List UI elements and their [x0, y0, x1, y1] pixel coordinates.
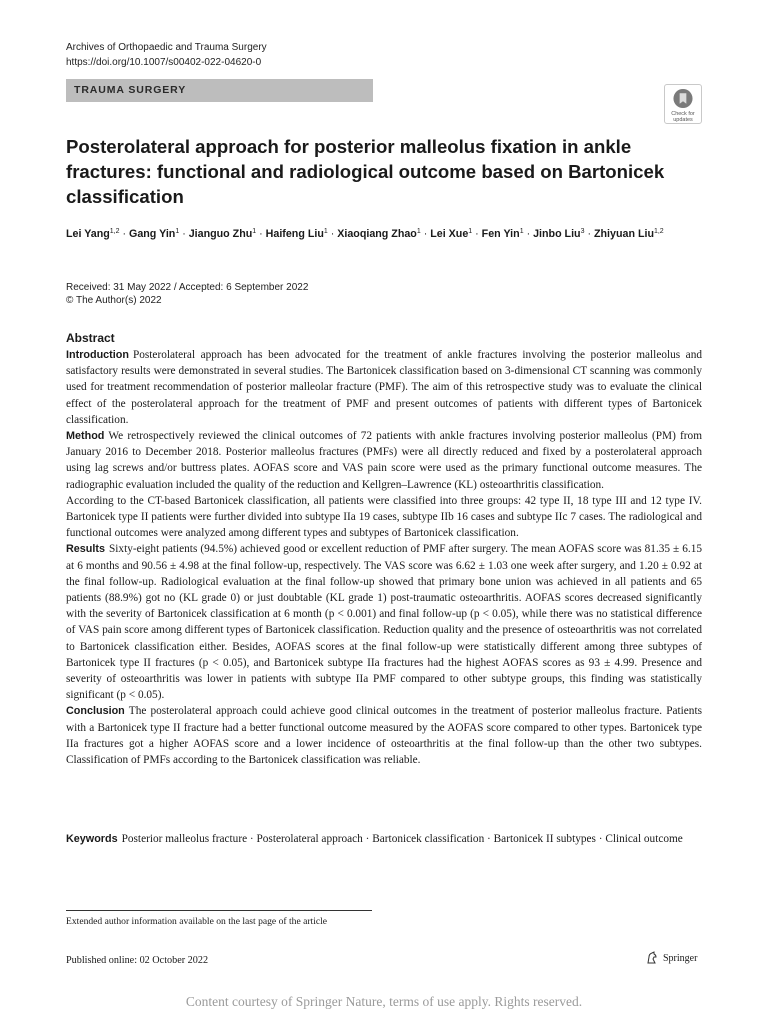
author-separator: ·: [420, 228, 431, 240]
updates-label: updates: [673, 117, 693, 123]
abstract-heading: Abstract: [66, 331, 115, 345]
copyright: © The Author(s) 2022: [66, 295, 162, 306]
author-separator: ·: [256, 228, 266, 240]
results-text: Sixty-eight patients (94.5%) achieved good or excellent reduction of PMF after surgery. The mean AOFAS score was 81.35 ± 6.15 at 6 months and 90.56 ± 4.98 at the final follow-up, respectively. The VAS score was 6.62 ± 1.03 one week after surgery, and 1.20 ± 0.92 at the final follow-up. Radiological evaluation at the final follow-up showed that primary bone union was achieved in all patients and 65 patients (88.9%) got no (KL grade 0) or just doubtable (KL grade 1) post-traumatic osteoarthritis. AOFAS scores decreased significantly with the severity of Bartonicek classification at 6 month (p < 0.001) and final follow-up (p < 0.05), while there was no statistical difference of VAS pain score among different types of Bartonicek classification. Reduction quality and the presence of osteoarthritis was not correlated to Bartonicek classification either. Besides, AOFAS scores at the final follow-up were statistically different among three subtypes of Bartonicek type II fractures (p < 0.05), and Bartonicek subtype IIa fractures had the highest AOFAS scores as 93 ± 4.99. Presence and severity of osteoarthritis was lower in patients with subtype IIa PMF compared to other subtype groups, this finding was statistically significant (p < 0.05).: [66, 543, 702, 702]
author-name: Haifeng Liu: [265, 228, 324, 240]
author-name: Zhiyuan Liu: [594, 228, 654, 240]
author-name: Jianguo Zhu: [188, 228, 253, 240]
author: [337, 228, 420, 240]
abstract-results: [66, 541, 702, 703]
journal-info: [66, 40, 267, 70]
check-for-updates-badge[interactable]: [664, 84, 702, 124]
author-name: Lei Xue: [430, 228, 469, 240]
author-affiliation: 1: [416, 228, 421, 235]
footnote: Extended author information available on the last page of the article: [66, 916, 328, 927]
introduction-label: Introduction: [66, 349, 129, 361]
author-name: Jinbo Liu: [533, 228, 581, 240]
author-separator: ·: [327, 228, 338, 240]
author-affiliation: 1: [175, 228, 180, 235]
author-affiliation: 1: [519, 228, 524, 235]
abstract-method: [66, 428, 702, 493]
introduction-text: Posterolateral approach has been advocated for the treatment of ankle fractures involving the posterior malleolus and satisfactory results were demonstrated in several studies. The Bartonicek classification based on 3-dimensional CT scanning was commonly used for treatment recommendation of posterior malleolar fracture (PMF). The aim of this retrospective study was to evaluate the clinical effect of the posterolateral approach for the treatment of PMF and present outcomes of patients with different types of Bartonicek classification.: [66, 349, 702, 426]
author: [430, 228, 472, 240]
keywords-label: Keywords: [66, 833, 118, 845]
author-name: Fen Yin: [481, 228, 520, 240]
method-label: Method: [66, 430, 105, 443]
abstract: [66, 330, 702, 768]
author: [189, 228, 256, 240]
abstract-introduction: [66, 347, 702, 428]
author-affiliation: 1,2: [653, 228, 664, 235]
author-separator: ·: [179, 228, 189, 240]
doi-link[interactable]: https://doi.org/10.1007/s00402-022-04620-0: [66, 57, 262, 68]
author-affiliation: 1: [468, 228, 473, 235]
journal-name: Archives of Orthopaedic and Trauma Surgery: [66, 42, 267, 53]
author-separator: ·: [523, 228, 534, 240]
courtesy-notice: Content courtesy of Springer Nature, terms of use apply. Rights reserved.: [185, 994, 583, 1009]
conclusion-text: The posterolateral approach could achieve good clinical outcomes in the treatment of posterior malleolus fracture. Patients with a Bartonicek type II fracture had a better functional outcome measured by the AOFAS score compared to other types. Bartonicek type IIa fractures got a higher AOFAS score and a lower incidence of osteoarthritis at the final follow-up than the other two subtypes. Classification of PMFs according to the Bartonicek classification was reliable.: [66, 705, 702, 767]
author-list: [66, 226, 706, 243]
section-banner: TRAUMA SURGERY: [66, 79, 373, 102]
author-separator: ·: [472, 228, 482, 240]
author: [129, 228, 179, 240]
author: [594, 228, 664, 240]
author-affiliation: 1: [252, 228, 257, 235]
abstract-method-continued: According to the CT-based Bartonicek classification, all patients were classified into three groups: 42 type II, 18 type III and 12 type IV. Bartonicek type II patients were further divided into subtype IIa 19 cases, subtype IIb 16 cases and subtype IIc 7 cases. The radiological and functional outcomes were analyzed among different types and subtypes of Bartonicek classification.: [66, 494, 702, 540]
abstract-conclusion: [66, 703, 702, 768]
author-affiliation: 1: [323, 228, 328, 235]
published-date: Published online: 02 October 2022: [66, 955, 209, 966]
author: [66, 228, 120, 240]
author-affiliation: 1,2: [109, 228, 120, 235]
conclusion-label: Conclusion: [66, 705, 125, 718]
keywords-text: Posterior malleolus fracture · Posterolateral approach · Bartonicek classification · Bartonicek II subtypes · Clinical outcome: [121, 833, 683, 845]
publisher-logo: [645, 951, 697, 965]
bookmark-icon: [672, 88, 694, 109]
author-separator: ·: [584, 228, 594, 240]
author-affiliation: 3: [580, 228, 585, 235]
author-name: Lei Yang: [66, 228, 110, 240]
footnote-divider: [66, 910, 372, 911]
author-separator: ·: [119, 228, 129, 240]
article-title: Posterolateral approach for posterior malleolus fixation in ankle fractures: functional and radiological outcome based on Bartonicek classification: [66, 136, 665, 207]
springer-horse-icon: [645, 951, 659, 965]
results-label: Results: [66, 543, 106, 556]
author: [482, 228, 524, 240]
article-dates: [66, 281, 308, 307]
publisher-name: Springer: [663, 952, 698, 964]
author: [533, 228, 584, 240]
author: [266, 228, 328, 240]
received-accepted: Received: 31 May 2022 / Accepted: 6 September 2022: [66, 282, 309, 293]
author-name: Gang Yin: [129, 228, 176, 240]
author-name: Xiaoqiang Zhao: [337, 228, 417, 240]
keywords: [66, 831, 686, 848]
check-label: Check for: [671, 111, 695, 117]
method-text: We retrospectively reviewed the clinical outcomes of 72 patients with ankle fractures involving posterior malleolus (PM) from January 2016 to December 2018. Posterior malleolus fractures (PMFs) were all directly reduced and fixed by a posterolateral approach using lag screws and/or buttress plates. AOFAS score and VAS pain score were used as the primary functional outcome measures. The radiographic evaluation included the quality of the reduction and Kellgren–Lawrence (KL) osteoarthritis classification.: [66, 430, 702, 491]
